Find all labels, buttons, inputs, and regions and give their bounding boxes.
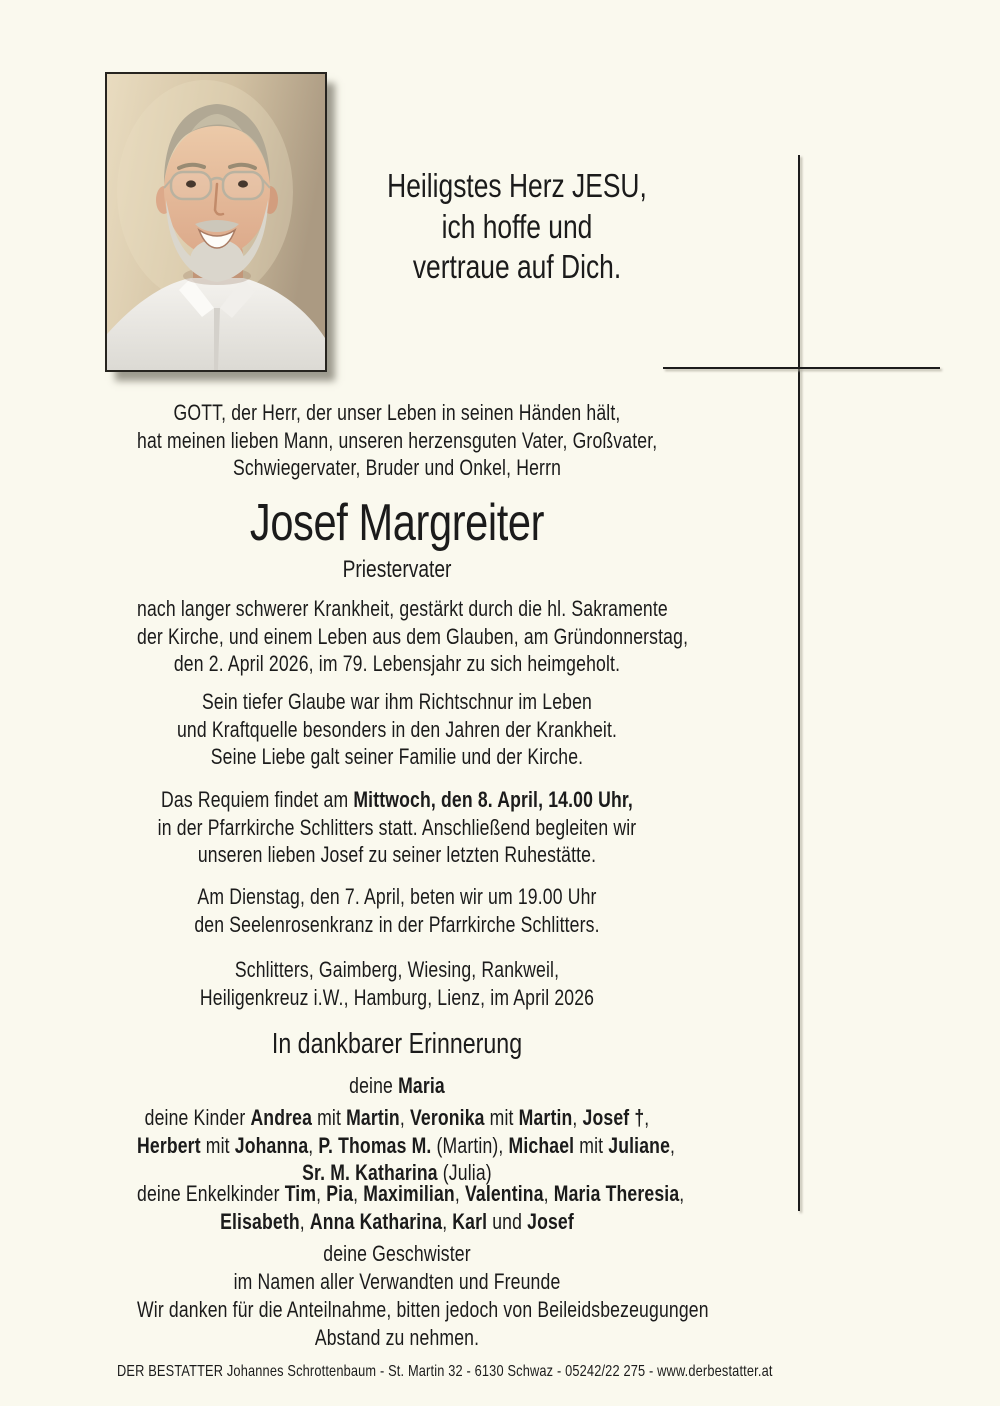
rosary-paragraph [137, 883, 657, 938]
mourner-closing-line: im Namen aller Verwandten und Freunde [233, 1269, 561, 1294]
remembrance-heading: In dankbarer Erinnerung [271, 1028, 523, 1060]
cross-horizontal-line [663, 367, 940, 369]
obituary-paragraph [137, 595, 689, 678]
requiem-paragraph [137, 786, 657, 869]
mourner-wife-line: deine Maria [349, 1073, 445, 1098]
intro-line: Schwiegervater, Bruder und Onkel, Herrn [232, 455, 562, 480]
grandchildren-line: deine Enkelkinder Tim, Pia, Maximilian, Valentina, Maria Theresia, [137, 1181, 685, 1206]
places-line: Heiligenkreuz i.W., Hamburg, Lienz, im April 2026 [199, 984, 595, 1010]
portrait-photo [105, 72, 327, 372]
grandchildren-line: Elisabeth, Anna Katharina, Karl und Josef [220, 1208, 574, 1234]
mourner-grandchildren-lines [137, 1180, 685, 1235]
condolence-line: Wir danken für die Anteilnahme, bitten jedoch von Beileidsbezeugungen [137, 1297, 709, 1322]
mourner-children-lines [137, 1104, 676, 1187]
requiem-line: in der Pfarrkirche Schlitters statt. Anschließend begleiten wir [157, 814, 637, 840]
cross-vertical-line [798, 155, 800, 1211]
intro-line: hat meinen lieben Mann, unseren herzensguten Vater, Großvater, [137, 427, 658, 453]
condolence-line: Abstand zu nehmen. [314, 1324, 480, 1350]
children-line: Sr. M. Katharina (Julia) [302, 1160, 492, 1185]
obituary-line: den 2. April 2026, im 79. Lebensjahr zu sich heimgeholt. [173, 651, 621, 676]
requiem-line: unseren lieben Josef zu seiner letzten Ruhestätte. [197, 842, 597, 867]
funeral-home-footer: DER BESTATTER Johannes Schrottenbaum - St. Martin 32 - 6130 Schwaz - 05242/22 275 - www.derbestatter.at [117, 1363, 773, 1380]
intro-paragraph [137, 399, 657, 482]
deceased-name: Josef Margreiter [249, 494, 545, 552]
places-paragraph [137, 956, 657, 1011]
mourner-siblings-line: deine Geschwister [323, 1241, 471, 1266]
obituary-line: nach langer schwerer Krankheit, gestärkt durch die hl. Sakramente [137, 596, 668, 621]
requiem-line: Das Requiem findet am Mittwoch, den 8. April, 14.00 Uhr, [161, 787, 633, 812]
prayer-line: Heiligstes Herz JESU, [387, 167, 647, 204]
portrait-illustration [107, 74, 325, 370]
prayer-text [317, 166, 717, 288]
prayer-line: ich hoffe und [441, 207, 593, 245]
rosary-line: Am Dienstag, den 7. April, beten wir um 19.00 Uhr [197, 884, 597, 909]
deceased-title: Priestervater [342, 556, 452, 583]
tribute-line: und Kraftquelle besonders in den Jahren der Krankheit. [176, 716, 618, 742]
children-line: Herbert mit Johanna, P. Thomas M. (Martin), Michael mit Juliane, [137, 1132, 676, 1158]
tribute-paragraph [137, 688, 657, 771]
tribute-line: Seine Liebe galt seiner Familie und der Kirche. [210, 744, 584, 769]
intro-line: GOTT, der Herr, der unser Leben in seinen Händen hält, [173, 400, 621, 425]
children-line: deine Kinder Andrea mit Martin, Veronika mit Martin, Josef †, [144, 1105, 650, 1130]
places-line: Schlitters, Gaimberg, Wiesing, Rankweil, [234, 957, 560, 982]
obituary-line: der Kirche, und einem Leben aus dem Glauben, am Gründonnerstag, [137, 623, 689, 649]
condolence-paragraph [137, 1296, 709, 1351]
tribute-line: Sein tiefer Glaube war ihm Richtschnur im Leben [201, 689, 593, 714]
prayer-line: vertraue auf Dich. [412, 248, 622, 285]
rosary-line: den Seelenrosenkranz in der Pfarrkirche Schlitters. [194, 911, 600, 937]
